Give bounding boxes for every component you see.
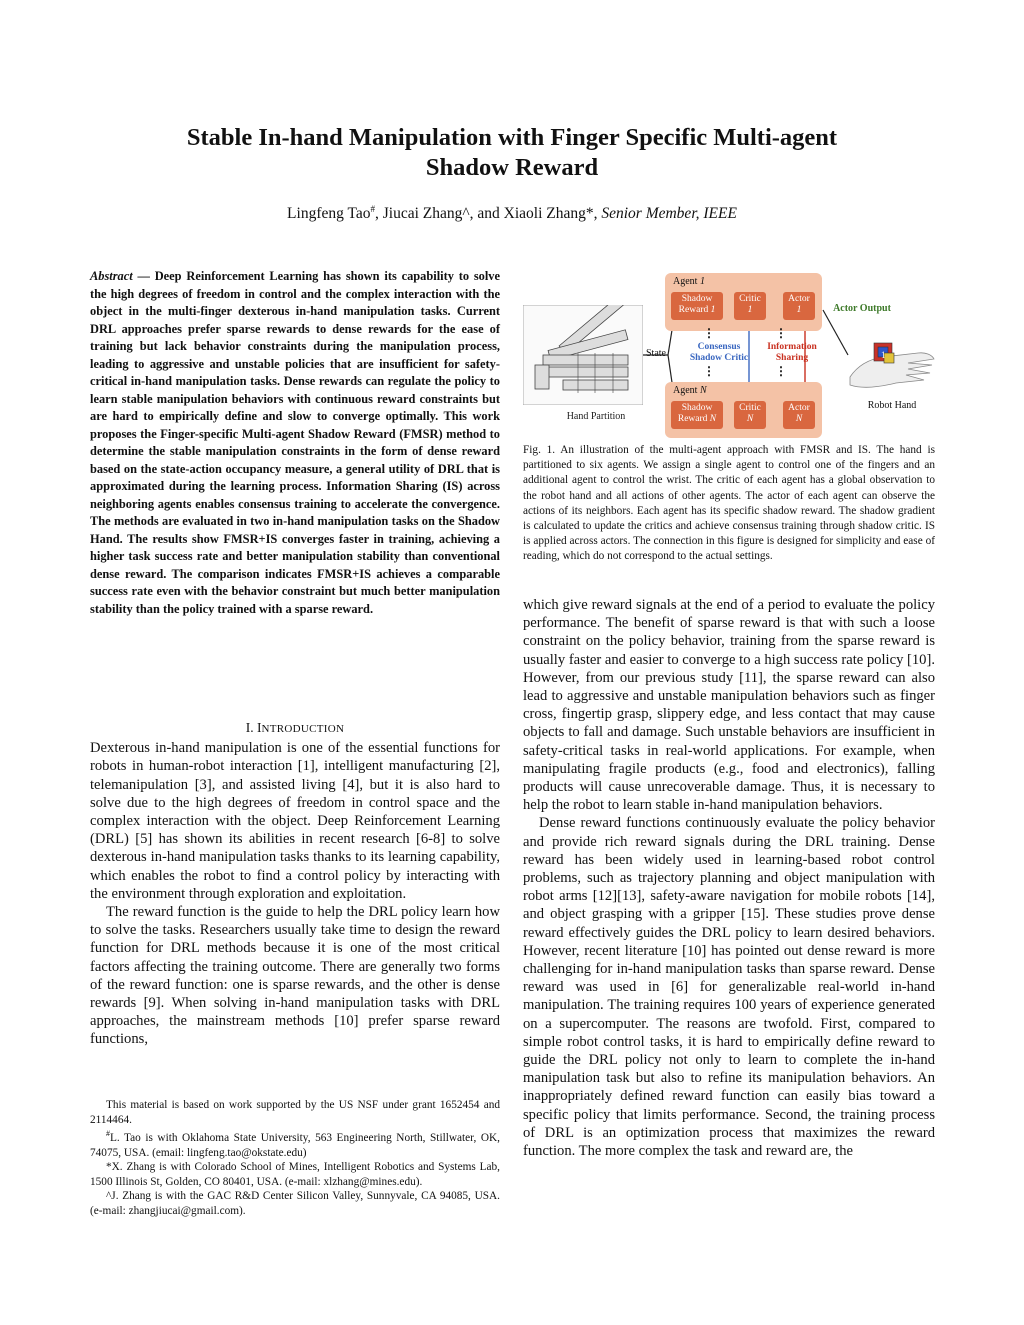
title-line-1: Stable In-hand Manipulation with Finger Specific Multi-agent xyxy=(186,124,838,151)
dots-left-2: ⋮ xyxy=(703,364,715,378)
information-word: Information xyxy=(767,342,817,352)
shadow-reward-1-box xyxy=(671,292,723,320)
shadow-reward-n-line1: Shadow xyxy=(681,403,713,413)
robot-hand-image xyxy=(848,325,936,395)
shadow-reward-n-box xyxy=(671,401,723,429)
sharing-word: Sharing xyxy=(775,353,809,363)
right-paragraph-1: which give reward signals at the end of a period to evaluate the policy performance. The benefit of sparse reward is that with such a loose constraint on the policy behavior, training from the sparse reward is usually faster and easier to converge to a high success rate policy [10]. However, from our previous study [11], the sparse reward can also lead to aggressive and unstable manipulation behaviors such as finger cross, fingertip grasp, slippery edge, and less contact that may cause objects to fall and damage. Such unstable behaviors are insufficient in safety-critical tasks in real-world applications. For example, when manipulating fragile products (e.g., food and electronics), falling products will cause unrecoverable damage. Thus, it is necessary to help the robot to learn stable in-hand manipulation behaviors. xyxy=(523,597,935,814)
title-line-2: Shadow Reward xyxy=(425,154,599,181)
footnote-tao-mark: # xyxy=(106,1129,110,1139)
agent-1-index: 1 xyxy=(699,276,705,287)
critic-n-label: Critic xyxy=(739,403,761,413)
footnote-funding: This material is based on work supported by the US NSF under grant 1652454 and 2114464. xyxy=(90,1099,500,1126)
author-title: Senior Member, IEEE xyxy=(601,205,737,223)
shadow-reward-n-word: Reward xyxy=(677,414,708,424)
right-paragraph-2: Dense reward functions continuously evaluate the policy behavior and provide rich reward signals during the DRL training. Dense reward has been widely used in learning-based robot control problems, such as trajectory planning and object manipulation with robot arms [12][13], safety-aware navigation for mobile robots [14], and object grasping with a gripper [15]. These studies prove dense reward effectively guides the DRL policy to learn desired behaviors. However, recent literature [10] has pointed out dense reward is more challenging for in-hand manipulation tasks than sparse reward. Dense reward was used in [6] for generalizable real-world in-hand manipulation. The training requires 100 years of experience generated on a supercomputer. The reasons are twofold. First, compared to simple robot control tasks, it is hard to empirically define reward to guide the DRL policy not only to learn to complete the in-hand manipulation task but also to refine its manipulation behaviors. An inappropriately defined reward function can easily bias toward a specific policy that limits performance. Second, the training process of DRL is an optimization process that maximizes the reward function. The more complex the task and reward are, the xyxy=(523,815,935,1160)
shadow-critic-word: Shadow Critic xyxy=(689,353,749,363)
footnote-tao xyxy=(90,1127,500,1160)
footnote-tao-text: L. Tao is with Oklahoma State University, 563 Engineering North, Stillwater, OK, 74075, USA. (email: lingfeng.tao@okstate.edu) xyxy=(90,1131,500,1159)
intro-paragraph-1: Dexterous in-hand manipulation is one of the essential functions for robots in human-robot interaction [1], intelligent manufacturing [2], telemanipulation [3], and assisted living [4], but it is also hard to solve due to the high degrees of freedom in control space and the complex interaction with the object. Deep Reinforcement Learning (DRL) [5] has shown its abilities in recent research [6-8] to solve dexterous in-hand manipulation tasks thanks to its learning capability, which enables the robot to find a control policy by interacting with the environment through exploration and exploitation. xyxy=(90,740,500,902)
shadow-reward-1-index: 1 xyxy=(710,305,716,315)
authors-rest: , Jiucai Zhang^, and Xiaoli Zhang*, xyxy=(374,205,602,223)
actor-1-index: 1 xyxy=(796,305,802,315)
actor-1-box xyxy=(783,292,815,320)
shadow-reward-n-line2 xyxy=(671,414,723,425)
critic-n-index: N xyxy=(746,414,754,424)
section-title-rest: NTRODUCTION xyxy=(261,723,345,735)
agent-1-label xyxy=(673,276,705,287)
critic-n-box xyxy=(734,401,766,429)
consensus-word: Consensus xyxy=(697,342,741,352)
dots-right: ⋮ xyxy=(775,326,787,340)
critic-1-box xyxy=(734,292,766,320)
agent-n-index: N xyxy=(699,385,707,396)
cube-label: 1 xyxy=(881,350,886,360)
section-heading-introduction xyxy=(90,719,500,738)
critic-1-label: Critic xyxy=(739,294,761,304)
intro-paragraph-2: The reward function is the guide to help the DRL policy learn how to solve the tasks. Researchers usually take time to design the reward function for DRL methods because it is one of the most critical factors affecting the training outcome. There are generally two forms of the reward function: one is sparse rewards, and the other is dense rewards [9]. When solving in-hand manipulation tasks with DRL approaches, the mainstream methods [10] prefer sparse reward functions, xyxy=(90,904,500,1048)
critic-1-index: 1 xyxy=(747,305,753,315)
abstract-label: Abstract xyxy=(90,269,133,283)
abstract-dash: — xyxy=(132,269,155,283)
section-number: I. xyxy=(245,720,257,735)
shadow-reward-1-line2 xyxy=(671,305,723,316)
agent-1-label-text: Agent xyxy=(673,276,698,287)
right-column-body xyxy=(523,596,935,1160)
shadow-reward-1-line1: Shadow xyxy=(681,294,713,304)
section-first-letter: I xyxy=(257,720,262,735)
figure-1 xyxy=(523,270,935,440)
actor-output-label: Actor Output xyxy=(833,303,891,314)
paper-title xyxy=(90,123,934,183)
actor-1-label: Actor xyxy=(788,294,810,304)
author-list xyxy=(90,204,934,223)
actor-n-box xyxy=(783,401,815,429)
left-column-body xyxy=(90,711,500,1049)
information-sharing-label xyxy=(763,342,821,364)
footnotes xyxy=(90,1098,500,1219)
agent-n-label-text: Agent xyxy=(673,385,698,396)
actor-n-index: N xyxy=(795,414,803,424)
hand-partition-label: Hand Partition xyxy=(566,411,626,422)
abstract-text: Deep Reinforcement Learning has shown its capability to solve the high degrees of freedom in control and the complex interaction with the object in the multi-finger dexterous in-hand manipulation tasks. Current DRL approaches prefer sparse rewards to dense rewards for the ease of training but lack behavior constraints during the manipulation process, leading to aggressive and unstable policies that are insufficient for safety-critical in-hand manipulation tasks. Dense rewards can regulate the policy to learn stable manipulation behaviors with continuous reward constraints but are hard to empirically define and slow to converge optimally. This work proposes the Finger-specific Multi-agent Shadow Reward (FMSR) method to determine the stable manipulation constraints in the form of dense reward based on the state-action occupancy measure, a general utility of DRL that is approximated during the learning process. Information Sharing (IS) across neighboring agents enables consensus training to accelerate the convergence. The methods are evaluated in two in-hand manipulation tasks on the Shadow Hand. The results show FMSR+IS converges faster in training, achieving a higher task success rate and better manipulation stability than conventional dense reward. The comparison indicates FMSR+IS achieves a comparable success rate even with the behavior constraint but much better manipulation stability than the policy trained with a sparse reward. xyxy=(90,269,501,616)
author-1: Lingfeng Tao xyxy=(287,205,371,223)
dots-left: ⋮ xyxy=(703,326,715,340)
abstract xyxy=(90,268,500,618)
dots-right-2: ⋮ xyxy=(775,364,787,378)
state-label: State xyxy=(646,348,666,359)
robot-hand-label: Robot Hand xyxy=(867,400,917,411)
figure-caption: Fig. 1. An illustration of the multi-agent approach with FMSR and IS. The hand is partitioned to six agents. We assign a single agent to control one of the fingers and an additional agent to control the wrist. The critic of each agent has a global observation to the robot hand and all actions of other agents. The actor of each agent can observe the actions of its neighbors. Each agent has its specific shadow reward. The shadow gradient is calculated to update the critics and achieve consensus training through shadow critic. IS is applied across actors. The connection in this figure is designed for simplicity and ease of reading, which do not correspond to the actual settings. xyxy=(523,444,935,563)
actor-n-label: Actor xyxy=(788,403,810,413)
shadow-reward-1-word: Reward xyxy=(678,305,709,315)
footnote-xzhang: *X. Zhang is with Colorado School of Mines, Intelligent Robotics and Systems Lab, 1500 Illinois St, Golden, CO 80401, USA. (e-mail: xlzhang@mines.edu). xyxy=(90,1161,500,1188)
footnote-jzhang: ^J. Zhang is with the GAC R&D Center Silicon Valley, Sunnyvale, CA 94085, USA. (e-mail: zhangjiucai@gmail.com). xyxy=(90,1190,500,1217)
agent-n-label xyxy=(673,385,707,396)
consensus-shadow-critic-label xyxy=(679,342,759,364)
shadow-reward-n-index: N xyxy=(709,414,717,424)
author-1-mark: # xyxy=(370,204,375,214)
